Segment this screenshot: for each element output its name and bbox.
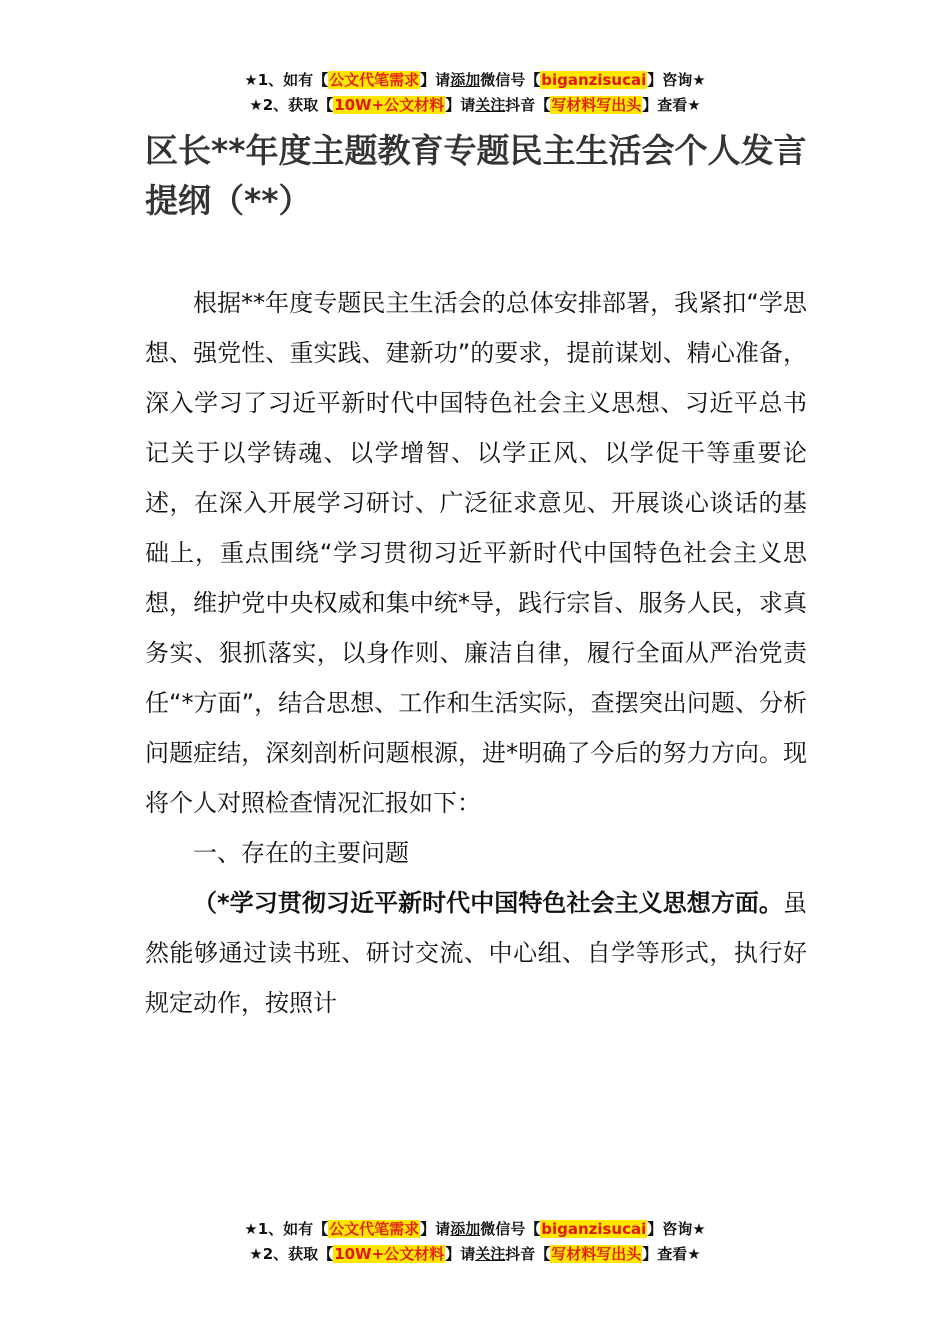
banner-text: 】查看★ xyxy=(642,96,701,114)
banner-text: 】请 xyxy=(420,1220,451,1238)
banner-text: ★2、获取【 xyxy=(249,1245,334,1263)
subsection-text: 虽然能够通过读书班、研讨交流、中心组、自学等形式，执行好规定动作，按照计 xyxy=(145,889,807,1017)
banner-text: 】请 xyxy=(445,96,476,114)
banner-text: 】查看★ xyxy=(642,1245,701,1263)
banner-highlight: 10W+公文材料 xyxy=(334,1245,445,1263)
banner-text: ★1、如有【 xyxy=(244,1220,329,1238)
banner-underlined: 关注 xyxy=(475,1245,506,1263)
banner-line-1 xyxy=(0,1217,950,1242)
banner-highlight: 公文代笔需求 xyxy=(329,1220,420,1238)
banner-text: 】咨询★ xyxy=(647,71,706,89)
banner-text: 】请 xyxy=(420,71,451,89)
banner-text: ★2、获取【 xyxy=(249,96,334,114)
subsection-heading: （*学习贯彻习近平新时代中国特色社会主义思想方面。 xyxy=(193,889,783,917)
banner-highlight: biganzisucai xyxy=(541,1220,647,1238)
section-heading: 一、存在的主要问题 xyxy=(193,839,409,867)
banner-line-2 xyxy=(0,1242,950,1267)
header-banner xyxy=(0,68,950,118)
banner-highlight: biganzisucai xyxy=(541,71,647,89)
banner-line-2 xyxy=(0,93,950,118)
banner-underlined: 关注 xyxy=(475,96,506,114)
banner-highlight: 写材料写出头 xyxy=(551,1245,642,1263)
banner-line-1 xyxy=(0,68,950,93)
footer-banner xyxy=(0,1217,950,1267)
document-title: 区长**年度主题教育专题民主生活会个人发言提纲（**） xyxy=(145,131,807,220)
banner-text: 】请 xyxy=(445,1245,476,1263)
banner-text: 抖音【 xyxy=(505,1245,551,1263)
document-content xyxy=(145,126,807,1028)
banner-highlight: 公文代笔需求 xyxy=(329,71,420,89)
banner-text: ★1、如有【 xyxy=(244,71,329,89)
subsection-paragraph xyxy=(145,878,807,1028)
banner-text: 】咨询★ xyxy=(647,1220,706,1238)
banner-underlined: 添加 xyxy=(450,1220,481,1238)
banner-text: 抖音【 xyxy=(505,96,551,114)
banner-highlight: 写材料写出头 xyxy=(551,96,642,114)
banner-underlined: 添加 xyxy=(450,71,481,89)
banner-text: 微信号【 xyxy=(480,1220,541,1238)
intro-paragraph: 根据**年度专题民主生活会的总体安排部署，我紧扣“学思想、强党性、重实践、建新功”的要求，提前谋划、精心准备，深入学习了习近平新时代中国特色社会主义思想、习近平总书记关于以学铸魂、以学增智、以学正风、以学促干等重要论述，在深入开展学习研讨、广泛征求意见、开展谈心谈话的基础上，重点围绕“学习贯彻习近平新时代中国特色社会主义思想，维护党中央权威和集中统*导，践行宗旨、服务人民，求真务实、狠抓落实，以身作则、廉洁自律，履行全面从严治党责任“*方面”，结合思想、工作和生活实际，查摆突出问题、分析问题症结，深刻剖析问题根源，进*明确了今后的努力方向。现将个人对照检查情况汇报如下： xyxy=(145,289,807,817)
banner-text: 微信号【 xyxy=(480,71,541,89)
banner-highlight: 10W+公文材料 xyxy=(334,96,445,114)
document-body xyxy=(145,278,807,1028)
